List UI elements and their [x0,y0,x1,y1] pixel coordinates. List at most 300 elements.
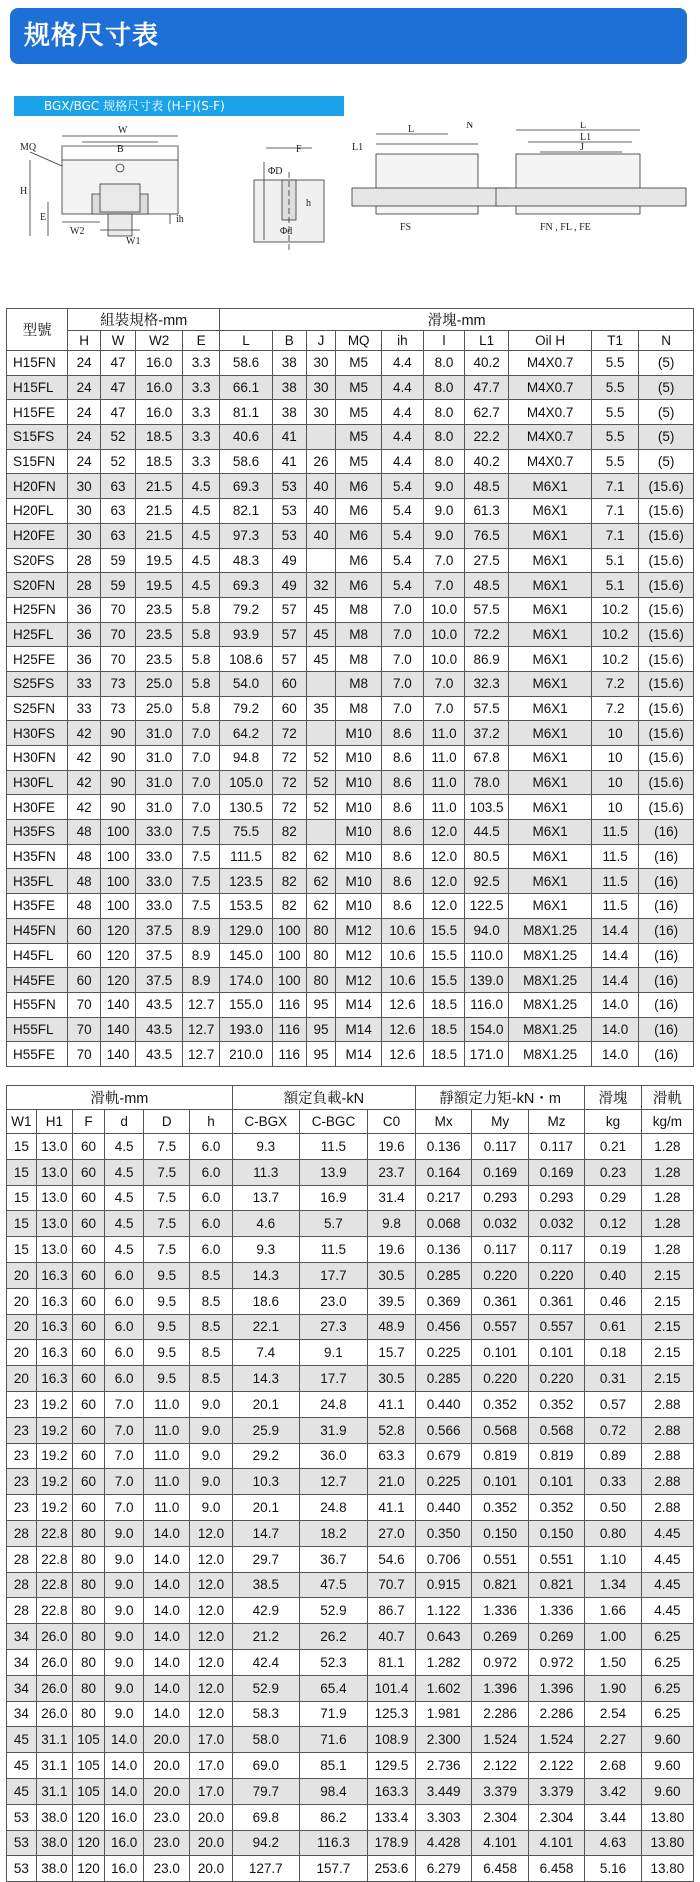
table-cell: 27.0 [368,1520,416,1546]
table-cell: 4.45 [641,1520,693,1546]
table-cell: 120 [101,968,136,993]
table-cell: 94.8 [220,746,273,771]
table-cell: 0.80 [585,1520,641,1546]
table-cell: 30 [306,375,336,400]
table-cell: 0.032 [472,1211,528,1237]
table-cell: 30 [68,474,101,499]
model-cell: H15FN [7,351,68,376]
table-cell: 60 [272,696,306,721]
table-cell: 11.5 [299,1134,367,1160]
table-cell: 13.0 [36,1134,72,1160]
table-row [7,1804,694,1830]
table-cell: M4X0.7 [509,425,592,450]
table-cell: 16.0 [104,1856,143,1882]
table-cell: 4.5 [183,523,220,548]
table-cell: 67.8 [465,746,509,771]
table-row [7,968,694,993]
label-l-fn: L [580,122,587,131]
table-cell: 20.0 [144,1727,190,1753]
table-cell: 14.4 [592,968,639,993]
model-cell: S20FS [7,548,68,573]
table-cell: 57.5 [465,696,509,721]
table-cell: 70 [68,992,101,1017]
table-cell: 7.0 [423,548,465,573]
column-header: Oil H [509,331,592,351]
table-cell: 4.4 [382,400,424,425]
table-cell: 45 [7,1727,37,1753]
table-cell: 23 [7,1469,37,1495]
table-cell: M6 [336,548,382,573]
model-cell: H55FE [7,1042,68,1067]
table-cell: 4.5 [104,1211,143,1237]
table-cell: (15.6) [639,647,694,672]
model-cell: H35FL [7,869,68,894]
table-cell: 42 [68,770,101,795]
table-cell: 70 [68,1042,101,1067]
table-cell: 60 [68,918,101,943]
table-cell: 14.0 [592,1017,639,1042]
table-cell: 47 [101,375,136,400]
model-cell: S25FN [7,696,68,721]
table-cell: 2.122 [528,1753,584,1779]
table-cell: 52.8 [368,1417,416,1443]
table-cell: 31.4 [368,1185,416,1211]
table-cell: 18.5 [423,1042,465,1067]
table-cell: (16) [639,820,694,845]
table-cell: 105.0 [220,770,273,795]
table-cell: 122.5 [465,894,509,919]
table-cell: 52 [306,795,336,820]
table-cell: 0.72 [585,1417,641,1443]
column-header: C-BGX [232,1110,299,1134]
table-cell: 8.6 [382,820,424,845]
table-cell: 1.28 [641,1134,693,1160]
table-cell: 35 [306,696,336,721]
table-cell: 5.5 [592,425,639,450]
table-cell: 57.5 [465,597,509,622]
table-cell: 4.5 [183,548,220,573]
label-h-small: h [306,198,311,209]
table-cell: 95 [306,992,336,1017]
table-cell: M4X0.7 [509,400,592,425]
table-cell: 26 [306,449,336,474]
table-cell: 129.0 [220,918,273,943]
table-cell: 9.0 [104,1572,143,1598]
model-cell: H25FL [7,622,68,647]
table-cell: 18.5 [423,992,465,1017]
label-l-fs: L [408,124,415,135]
column-header: d [104,1110,143,1134]
label-e: E [40,212,47,223]
table-cell: 0.972 [472,1649,528,1675]
table-cell: 0.33 [585,1469,641,1495]
table-cell: 120 [101,943,136,968]
table-cell: 11.0 [144,1417,190,1443]
table-cell: 59 [101,573,136,598]
table-cell: 52 [306,770,336,795]
table-cell: M6X1 [509,671,592,696]
table-cell: 41.1 [368,1391,416,1417]
table-cell: 60 [73,1391,105,1417]
table-cell: 75.5 [220,820,273,845]
table-cell: 93.9 [220,622,273,647]
table-cell: 0.101 [472,1340,528,1366]
table-cell: 20.0 [190,1830,233,1856]
table-cell: 80 [73,1701,105,1727]
table-cell: M12 [336,943,382,968]
table-cell: 79.2 [220,696,273,721]
table-cell: 210.0 [220,1042,273,1067]
table-cell: 72.2 [465,622,509,647]
table-cell: 0.440 [415,1391,471,1417]
table-row [7,1520,694,1546]
table-cell: 21.5 [136,499,183,524]
table-cell: 82.1 [220,499,273,524]
table-cell: 92.5 [465,869,509,894]
table-cell: 40 [306,523,336,548]
table-cell: 1.34 [585,1572,641,1598]
table-cell: 27.3 [299,1314,367,1340]
table-cell: 57 [272,622,306,647]
table-cell: 30 [68,499,101,524]
table-cell: 2.15 [641,1366,693,1392]
table-cell: 12.0 [190,1546,233,1572]
table-cell: 69.3 [220,474,273,499]
table-cell: 100 [101,844,136,869]
table-cell: 0.23 [585,1159,641,1185]
table-cell: 0.220 [528,1366,584,1392]
table-cell: 108.9 [368,1727,416,1753]
table-cell: 0.032 [528,1211,584,1237]
table-row [7,1701,694,1727]
table-cell: 9.5 [144,1262,190,1288]
table-row [7,1185,694,1211]
table-cell: 52 [306,746,336,771]
table-cell: 10.6 [382,918,424,943]
table-cell: 28 [7,1546,37,1572]
table-cell: 20.0 [144,1778,190,1804]
table-cell: 23 [7,1417,37,1443]
table-cell: 23.0 [299,1288,367,1314]
table-cell: (5) [639,351,694,376]
table-cell: 9.5 [144,1314,190,1340]
table-cell: 6.0 [190,1134,233,1160]
table-cell: 14.0 [144,1701,190,1727]
table-cell: 54.6 [368,1546,416,1572]
table-cell: M6X1 [509,869,592,894]
table-cell: 20.0 [190,1804,233,1830]
table-cell: M10 [336,894,382,919]
table-cell: (16) [639,968,694,993]
table-cell [306,425,336,450]
table-cell: 0.164 [415,1159,471,1185]
table-row [7,894,694,919]
table-cell: 15.5 [423,968,465,993]
table-cell: M5 [336,449,382,474]
table-cell: 5.5 [592,351,639,376]
table-cell: (15.6) [639,523,694,548]
table-cell: 8.6 [382,894,424,919]
table-cell: M10 [336,820,382,845]
table-cell: 0.220 [472,1262,528,1288]
column-header: W [101,331,136,351]
table-cell: M14 [336,992,382,1017]
table-cell: 9.0 [104,1649,143,1675]
rail-header: 滑軌-mm [7,1086,233,1110]
label-phi-d-small: Φd [280,226,293,237]
table-cell: 20 [7,1366,37,1392]
table-cell: 105 [73,1753,105,1779]
table-cell: 79.2 [220,597,273,622]
table-cell: 8.0 [423,375,465,400]
table-cell: 2.286 [472,1701,528,1727]
table-cell: 4.101 [472,1830,528,1856]
table-cell: 139.0 [465,968,509,993]
table-cell: 30.5 [368,1366,416,1392]
table-cell: 30 [68,523,101,548]
table-cell: 8.0 [423,400,465,425]
table-cell: 0.225 [415,1469,471,1495]
column-header: MQ [336,331,382,351]
table-cell: 3.42 [585,1778,641,1804]
table-cell: 9.0 [190,1417,233,1443]
table-row [7,992,694,1017]
table-cell: 14.7 [232,1520,299,1546]
table-cell: 8.6 [382,746,424,771]
table-cell: 0.285 [415,1366,471,1392]
table-cell: 62 [306,869,336,894]
table-cell: 9.0 [423,499,465,524]
table-row [7,671,694,696]
table-cell: 1.396 [528,1675,584,1701]
table-cell: 40.2 [465,351,509,376]
table-cell: 0.117 [528,1237,584,1263]
table-row [7,1262,694,1288]
table-cell: 73 [101,671,136,696]
table-cell: 3.379 [528,1778,584,1804]
table-cell: 12.0 [190,1624,233,1650]
table-cell: 11.5 [592,820,639,845]
table-cell: 2.54 [585,1701,641,1727]
table-cell: 9.5 [144,1288,190,1314]
table-cell: 36 [68,597,101,622]
table-cell: 1.524 [528,1727,584,1753]
table-cell: 40.2 [465,449,509,474]
table-cell: M10 [336,721,382,746]
table-cell: 5.8 [183,696,220,721]
table-cell: 82 [272,869,306,894]
table-cell: 14.3 [232,1262,299,1288]
table-cell: 23.5 [136,597,183,622]
table-cell: 15 [7,1211,37,1237]
table-cell: 26.0 [36,1675,72,1701]
table-cell: 24.8 [299,1495,367,1521]
table-cell: 10 [592,770,639,795]
table-row [7,943,694,968]
model-cell: H45FN [7,918,68,943]
table-cell: 5.8 [183,647,220,672]
table-cell: 13.80 [641,1830,693,1856]
table-cell: 7.0 [104,1469,143,1495]
column-header: J [306,331,336,351]
table-cell: (15.6) [639,548,694,573]
table-cell: 1.122 [415,1598,471,1624]
table-cell: 19.2 [36,1469,72,1495]
table-cell: 80 [306,943,336,968]
table-cell: 1.336 [472,1598,528,1624]
table-cell: 8.0 [423,449,465,474]
model-cell: H15FL [7,375,68,400]
table-row [7,1495,694,1521]
table-cell: 90 [101,795,136,820]
table-cell: 8.6 [382,869,424,894]
table-cell: 6.0 [104,1288,143,1314]
table-cell: (15.6) [639,597,694,622]
rail-load-table [6,1085,694,1882]
table-cell: 4.5 [183,499,220,524]
table-cell: 21.5 [136,523,183,548]
table-cell: 6.25 [641,1624,693,1650]
table-cell: 72 [272,770,306,795]
table-cell: 10.6 [382,968,424,993]
table-cell: 39.5 [368,1288,416,1314]
table-cell: 2.736 [415,1753,471,1779]
model-header: 型號 [7,309,68,351]
table-cell: 5.5 [592,449,639,474]
table-cell: 20.1 [232,1391,299,1417]
table-cell: 7.0 [382,671,424,696]
table-row [7,1340,694,1366]
table-cell: 38 [272,351,306,376]
table-cell: 0.568 [528,1417,584,1443]
table-cell: 70 [68,1017,101,1042]
table-cell: 4.63 [585,1830,641,1856]
table-cell: 12.0 [423,894,465,919]
table-cell: 105 [73,1727,105,1753]
table-cell: (15.6) [639,795,694,820]
table-cell: 23.0 [144,1830,190,1856]
table-cell: 15 [7,1159,37,1185]
table-cell: 8.5 [190,1288,233,1314]
table-cell: 110.0 [465,943,509,968]
table-cell: 15.7 [368,1340,416,1366]
table-row [7,795,694,820]
table-cell: 45 [7,1753,37,1779]
table-cell: 10.6 [382,943,424,968]
column-header: My [472,1110,528,1134]
table-cell: 33.0 [136,894,183,919]
table-cell: 60 [73,1469,105,1495]
table-cell: 10 [592,746,639,771]
table-cell: 9.3 [232,1134,299,1160]
table-cell: 37.5 [136,943,183,968]
table-cell: 103.5 [465,795,509,820]
table-cell: 7.4 [232,1340,299,1366]
table-cell: 0.456 [415,1314,471,1340]
table-cell: 5.1 [592,573,639,598]
table-cell: M6 [336,499,382,524]
table-cell: 8.6 [382,770,424,795]
table-cell: 4.5 [104,1185,143,1211]
table-cell: 58.6 [220,449,273,474]
table-cell: 38.0 [36,1830,72,1856]
table-cell: 0.29 [585,1185,641,1211]
table-cell: 6.0 [190,1237,233,1263]
column-header: E [183,331,220,351]
model-cell: H20FE [7,523,68,548]
table-cell: 13.80 [641,1804,693,1830]
table-cell: (15.6) [639,696,694,721]
table-cell: 157.7 [299,1856,367,1882]
table-cell: 15 [7,1134,37,1160]
table-row [7,499,694,524]
table-row [7,351,694,376]
table-cell: 42 [68,795,101,820]
table-cell: 16.3 [36,1262,72,1288]
table-cell: 62 [306,894,336,919]
table-cell: 2.15 [641,1262,693,1288]
table-cell: 14.0 [104,1778,143,1804]
table-cell: 0.821 [528,1572,584,1598]
table-cell: 14.0 [104,1727,143,1753]
table-cell: 7.0 [104,1417,143,1443]
table-cell: 15.5 [423,943,465,968]
table-cell: 0.225 [415,1340,471,1366]
table-cell: 0.61 [585,1314,641,1340]
table-cell: 1.524 [472,1727,528,1753]
table-cell: 4.4 [382,375,424,400]
table-cell: 2.88 [641,1417,693,1443]
table-cell: 33 [68,696,101,721]
table-cell: 5.4 [382,523,424,548]
table-cell: 7.2 [592,671,639,696]
table-cell: M14 [336,1017,382,1042]
table-cell: 31.1 [36,1753,72,1779]
table-cell: 58.6 [220,351,273,376]
table-cell: (16) [639,1042,694,1067]
table-cell: 90 [101,721,136,746]
table-cell: 0.819 [528,1443,584,1469]
table-row [7,1134,694,1160]
fs-side-view [352,124,508,233]
table-cell: 28 [7,1520,37,1546]
table-cell: 13.7 [232,1185,299,1211]
table-cell: 8.5 [190,1314,233,1340]
table-row [7,375,694,400]
table-cell: 0.117 [472,1237,528,1263]
table-cell: 1.28 [641,1185,693,1211]
column-header: B [272,331,306,351]
table-cell: M6 [336,523,382,548]
table-cell: 24 [68,351,101,376]
table-cell: 22.8 [36,1520,72,1546]
label-l1-fs: L1 [352,142,364,153]
table-cell: 12.0 [423,844,465,869]
table-cell: 17.0 [190,1778,233,1804]
table-cell: 11.5 [299,1237,367,1263]
table-row [7,1727,694,1753]
table-cell: 5.16 [585,1856,641,1882]
table-cell: 12.0 [190,1675,233,1701]
table-cell: 60 [68,943,101,968]
table-cell: 72 [272,746,306,771]
table-cell: 28 [7,1598,37,1624]
table-cell: 31.0 [136,770,183,795]
table-cell: 7.0 [382,597,424,622]
table-row [7,1649,694,1675]
table-row [7,844,694,869]
table-cell: 28 [68,548,101,573]
